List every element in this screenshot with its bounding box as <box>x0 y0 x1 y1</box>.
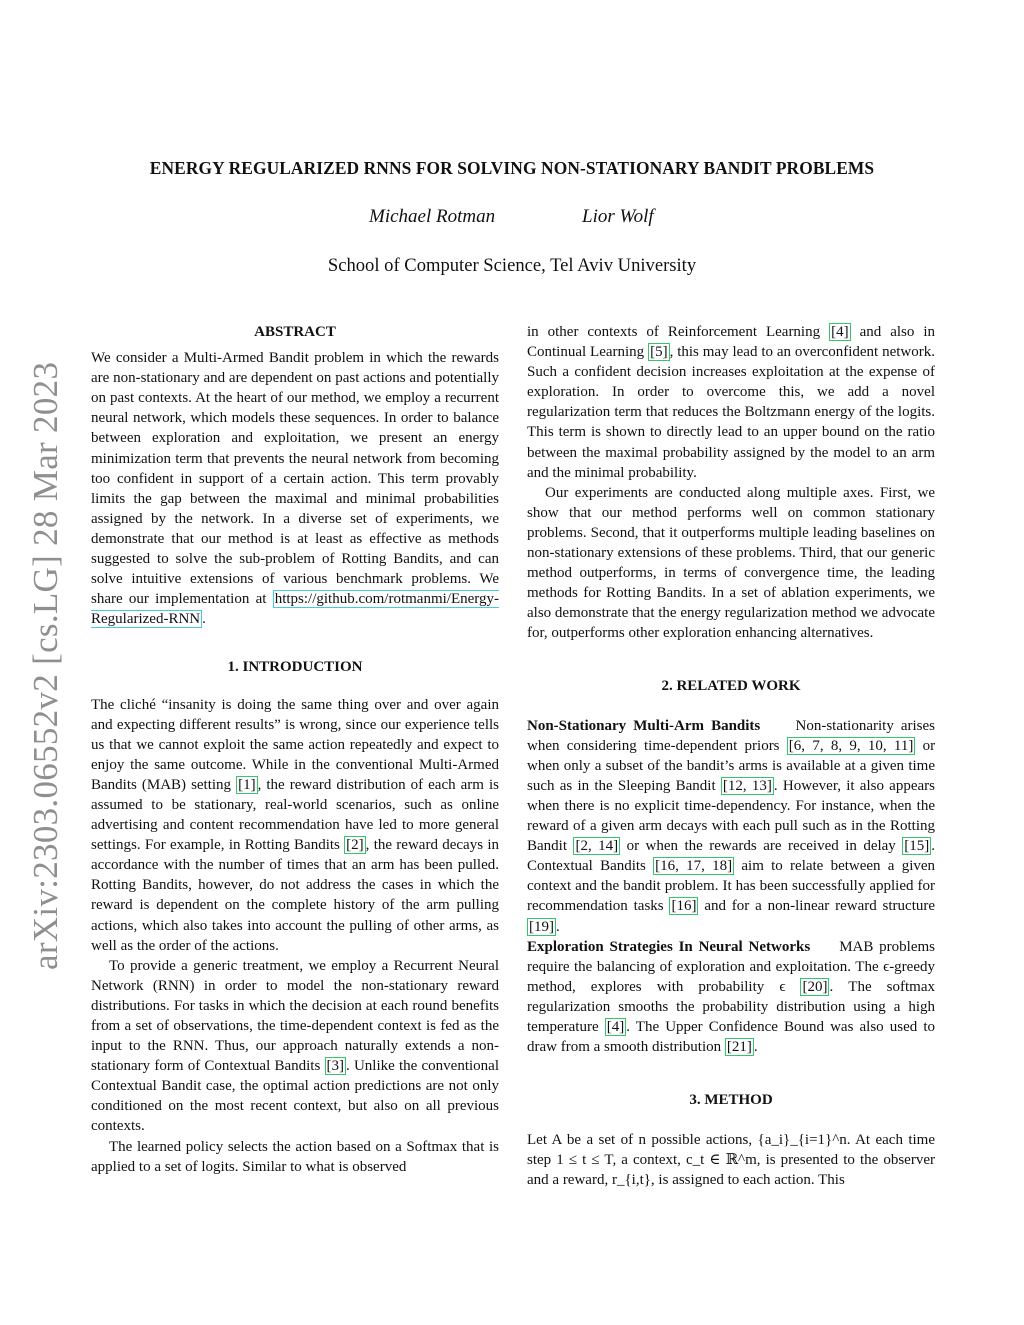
citation-link[interactable]: [3] <box>326 1058 344 1075</box>
author-list <box>0 206 1024 232</box>
runin-heading: Exploration Strategies In Neural Networks <box>527 938 811 955</box>
github-link[interactable]: https://github.com/rotmanmi/Energy-Regularized-RNN <box>91 591 500 628</box>
citation-link[interactable]: [21] <box>726 1039 752 1056</box>
right-column <box>527 322 935 1191</box>
affiliation: School of Computer Science, Tel Aviv University <box>327 255 697 276</box>
citation-link[interactable]: [4] <box>831 324 849 340</box>
arxiv-identifier[interactable]: arXiv:2303.06552v2 [cs.LG] 28 Mar 2023 <box>26 361 65 970</box>
citation-link[interactable]: [16, 17, 18] <box>655 858 733 875</box>
abstract-text: We consider a Multi-Armed Bandit problem in which the rewards are non-stationary and are dependent on past actions and potentially on past contexts. At the heart of our method, we employ a recurrent neural network, which models these sequences. In order to balance between exploration and exploitation, we present an energy minimization term that prevents the neural network from becoming too confident in support of a certain action. This term provably limits the gap between the maximal and minimal probabilities assigned by the network. In a diverse set of experiments, we demonstrate that our method is at least as effective as methods suggested to solve the sub-problem of Rotting Bandits, and can solve intuitive extensions of various benchmark problems. We share our implementation at https://github.com/rotmanmi/Energy-Regularized-RNN . <box>91 350 500 628</box>
intro-paragraph: To provide a generic treatment, we employ a Recurrent Neural Network (RNN) in order to model the non-stationary reward distributions. For tasks in which the decision at each round benefits from a set of observations, the time-dependent context is fed as the input to the RNN. Thus, our approach naturally extends a non-stationary form of Contextual Bandits [3] . Unlike the conventional Contextual Bandit case, the optimal action predictions are not only conditioned on the most recent context, but also on all previous contexts. <box>91 957 499 1135</box>
related-work-heading: 2. RELATED WORK <box>661 677 801 694</box>
citation-link[interactable]: [16] <box>671 898 697 915</box>
paper-title: ENERGY REGULARIZED RNNS FOR SOLVING NON-STATIONARY BANDIT PROBLEMS <box>149 158 875 178</box>
citation-link[interactable]: [1] <box>238 776 256 793</box>
runin-heading: Non-Stationary Multi-Arm Bandits <box>527 717 761 734</box>
left-column <box>91 322 499 1177</box>
intro-paragraph-continued: in other contexts of Reinforcement Learning [4] and also in Continual Learning [5] , this may lead to an overconfident network. Such a confident decision increases exploitation at the expense of exploration. In order to overcome this, we add a novel regularization term that reduces the Boltzmann energy of the logits. This term is shown to directly lead to an upper bound on the ratio between the maximal probability assigned by the model to an arm and the minimal probability. <box>527 324 935 481</box>
abstract-heading: ABSTRACT <box>254 324 336 340</box>
method-paragraph: Let A be a set of n possible actions, {a_i}_{i=1}^n. At each time step 1 ≤ t ≤ T, a context, c_t ∈ ℝ^m, is presented to the observer and a reward, r_{i,t}, is assigned to each action. This <box>527 1132 935 1189</box>
author-name: Michael Rotman <box>369 206 496 227</box>
intro-paragraph: The learned policy selects the action based on a Softmax that is applied to a set of logits. Similar to what is observed <box>91 1138 499 1175</box>
intro-paragraph: The cliché “insanity is doing the same thing over and over again and expecting different results” is wrong, since our experience tells us that we cannot exploit the same action repeatedly and expect to enjoy the same outcome. While in the conventional Multi-Armed Bandits (MAB) setting [1] , the reward distribution of each arm is assumed to be stationary, real-world scenarios, such as online advertising and content recommendation have led to more general settings. For example, in Rotting Bandits [2] , the reward decays in accordance with the number of times that an arm has been pulled. Rotting Bandits, however, do not address the cases in which the reward is dependent on the complete history of the arm pulling actions, which also takes into account the pulling of other arms, as well as the order of the actions. <box>91 696 499 954</box>
citation-link[interactable]: [20] <box>802 978 828 995</box>
method-heading: 3. METHOD <box>689 1092 773 1109</box>
citation-link[interactable]: [19] <box>529 918 554 935</box>
citation-link[interactable]: [15] <box>904 838 930 855</box>
related-paragraph-nonstationary: Non-Stationary Multi-Arm Bandits Non-stationarity arises when considering time-dependent priors [6, 7, 8, 9, 10, 11] or when only a subset of the bandit’s arms is available at a given time such as in the Sleeping Bandit [12, 13] . However, it also appears when there is no explicit time-dependency. For instance, when the reward of a given arm decays with each pull such as in the Rotting Bandit [2, 14] or when the rewards are received in delay [15] . Contextual Bandits [16, 17, 18] aim to relate between a given context and the bandit problem. It has been successfully applied for recommendation tasks [16] and for a non-linear reward structure [19] . <box>527 717 936 935</box>
citation-link[interactable]: [6, 7, 8, 9, 10, 11] <box>788 737 914 754</box>
introduction-heading: 1. INTRODUCTION <box>227 659 363 676</box>
author-name: Lior Wolf <box>582 206 654 227</box>
intro-paragraph: Our experiments are conducted along multiple axes. First, we show that our method performs well on common stationary problems. Second, that it outperforms multiple leading baselines on non-stationary extensions of these problems. Third, that our generic method outperforms, in terms of convergence time, the leading methods for Rotting Bandits. In a set of ablation experiments, we also demonstrate that the energy regularization method we advocate for, outperforms other exploration enhancing alternatives. <box>527 484 935 642</box>
citation-link[interactable]: [2, 14] <box>575 838 619 855</box>
citation-link[interactable]: [4] <box>606 1019 625 1035</box>
citation-link[interactable]: [12, 13] <box>722 777 772 794</box>
citation-link[interactable]: [2] <box>346 837 364 854</box>
related-paragraph-exploration: Exploration Strategies In Neural Networks MAB problems require the balancing of exploration and exploitation. The ϵ-greedy method, explores with probability ϵ [20] . The softmax regularization smooths the probability distribution using a high temperature [4] . The Upper Confidence Bound was also used to draw from a smooth distribution [21] . <box>527 938 936 1056</box>
citation-link[interactable]: [5] <box>650 344 668 361</box>
